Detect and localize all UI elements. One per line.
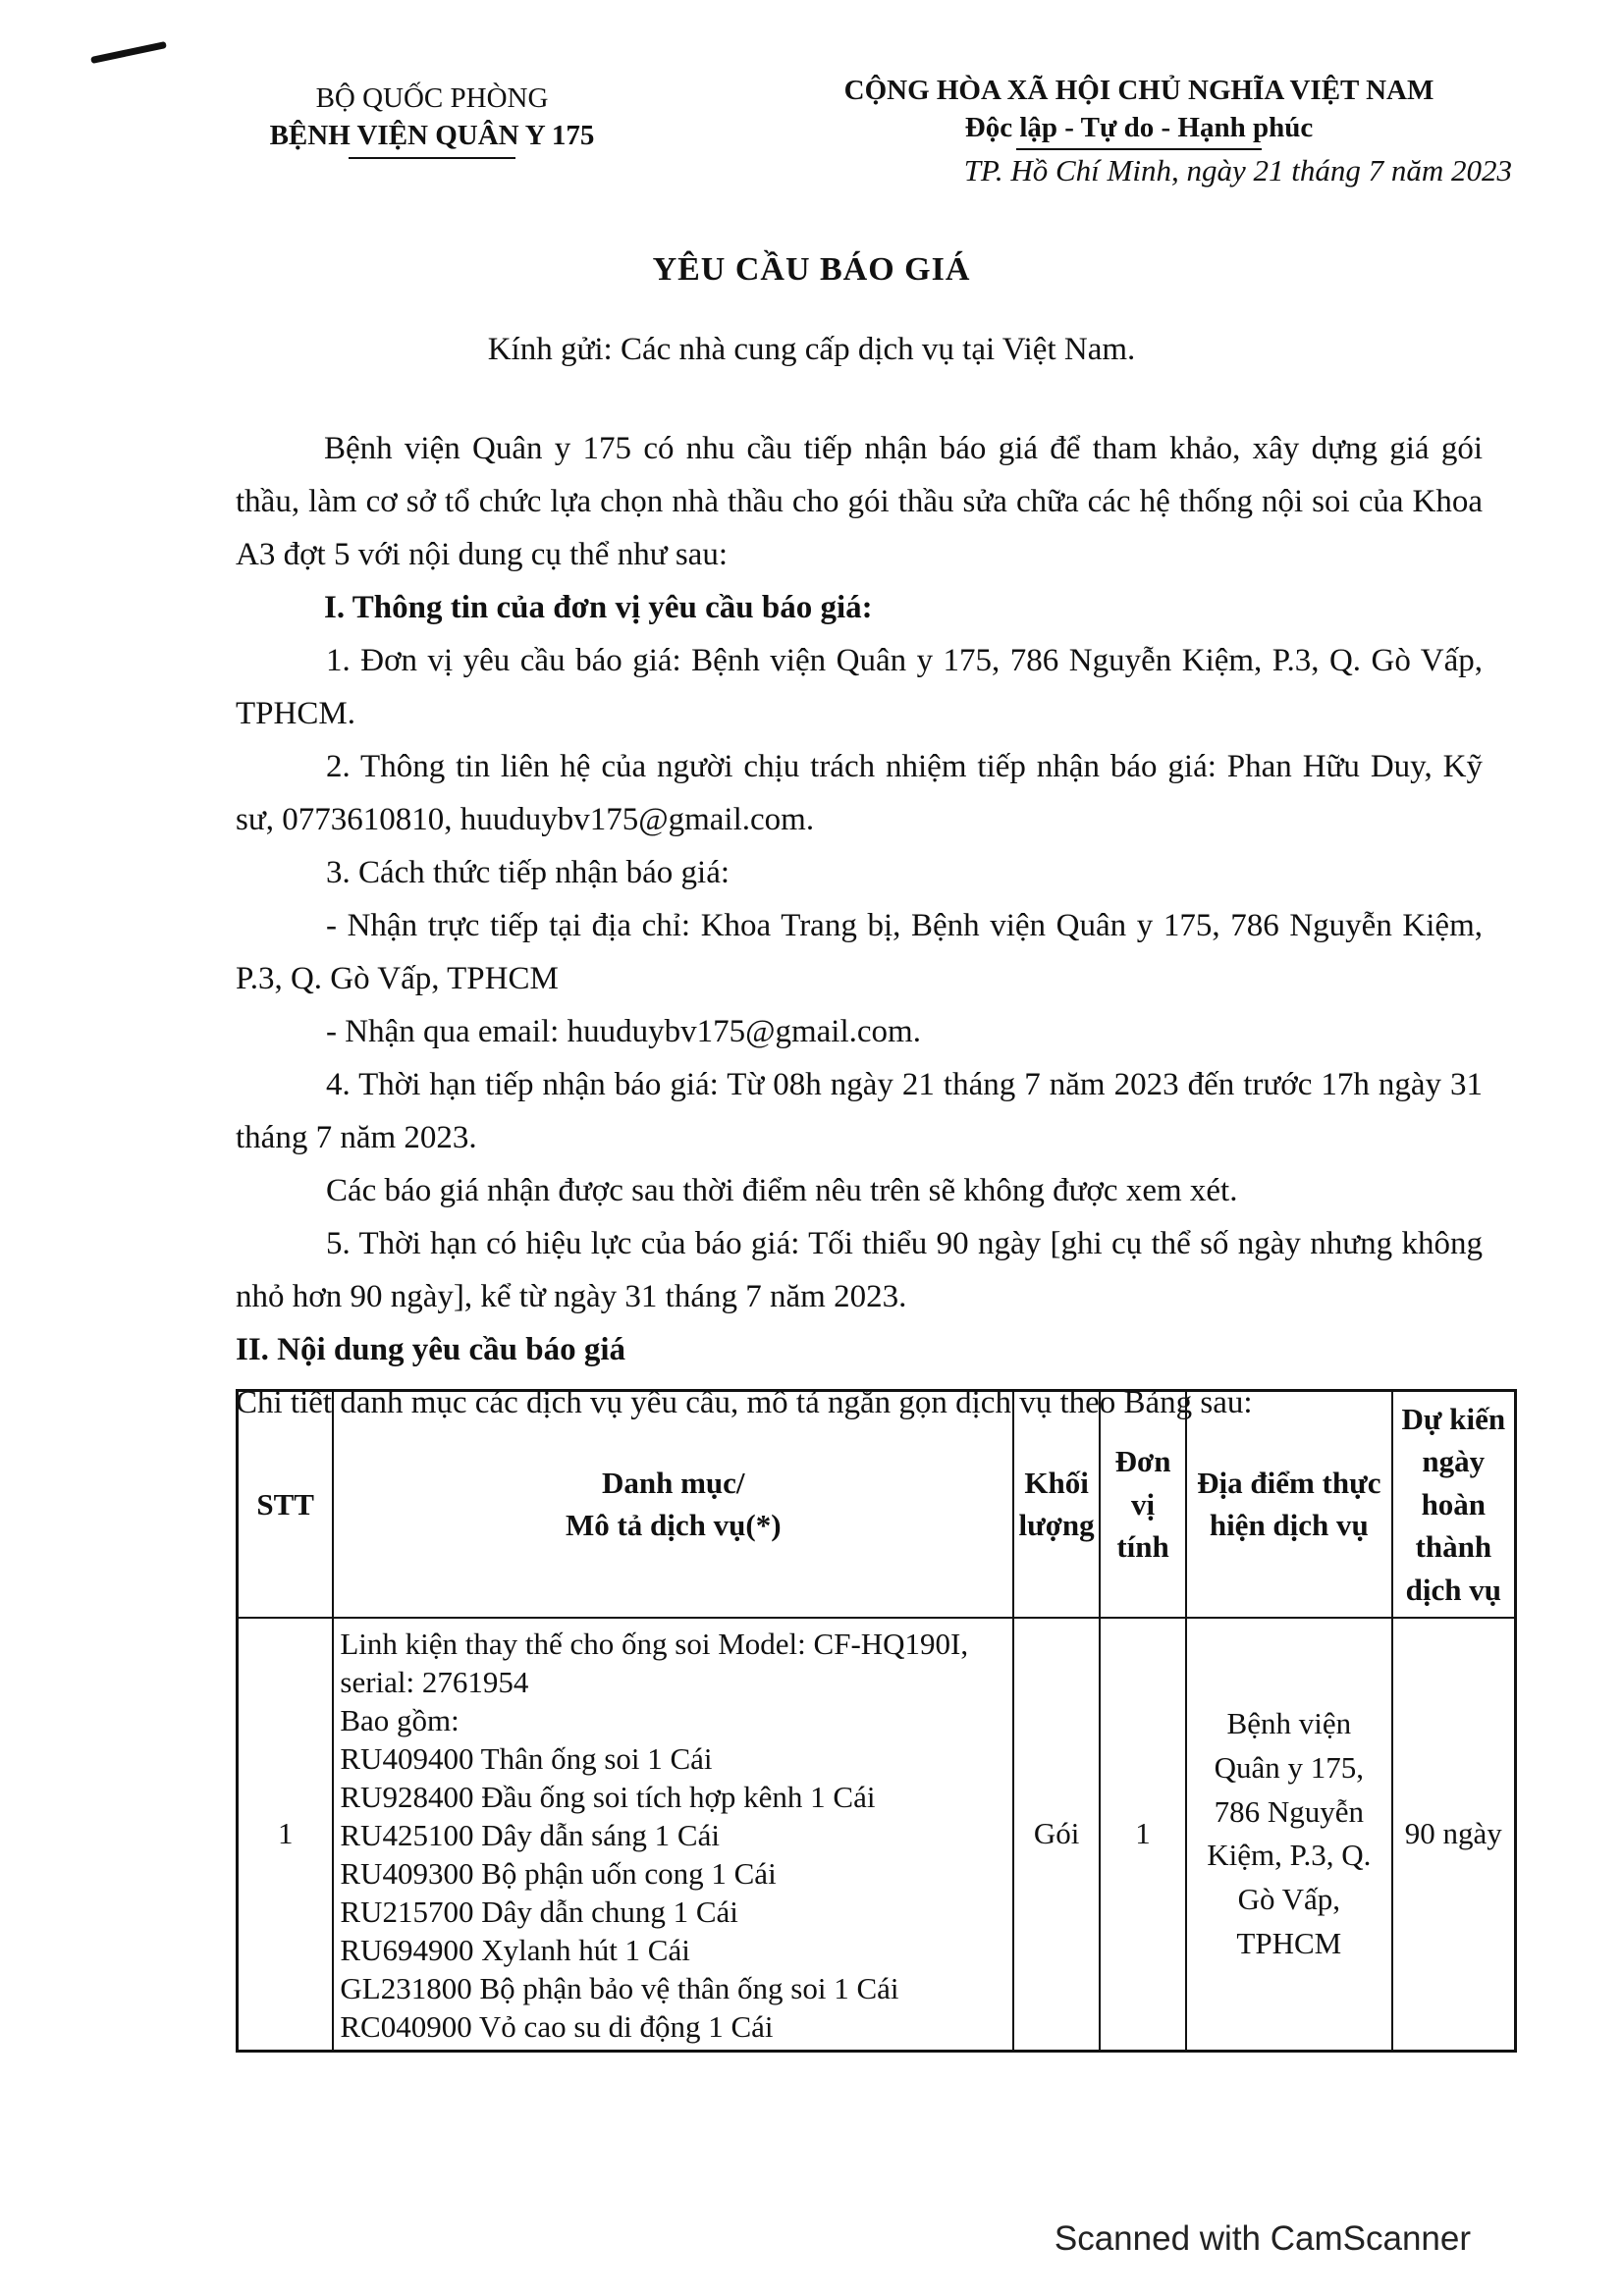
- header-left: [187, 80, 677, 159]
- section-2-heading: II. Nội dung yêu cầu báo giá: [236, 1332, 626, 1367]
- section-1-item-1: 1. Đơn vị yêu cầu báo giá: Bệnh viện Quân y 175, 786 Nguyễn Kiệm, P.3, Q. Gò Vấp, TPHCM.: [236, 643, 1483, 731]
- pen-mark: [90, 41, 167, 64]
- header-description-line2: Mô tả dịch vụ(*): [565, 1508, 782, 1543]
- service-table: [236, 1389, 1517, 2053]
- section-1-item-3: 3. Cách thức tiếp nhận báo giá:: [326, 855, 730, 890]
- ministry-name: BỘ QUỐC PHÒNG: [315, 82, 549, 114]
- header-duration: Dự kiến ngày hoàn thành dịch vụ: [1392, 1391, 1516, 1618]
- desc-line: RU409300 Bộ phận uốn cong 1 Cái: [340, 1855, 777, 1891]
- section-1-item-4: 4. Thời hạn tiếp nhận báo giá: Từ 08h ngày 21 tháng 7 năm 2023 đến trước 17h ngày 31 tháng 7 năm 2023.: [236, 1067, 1483, 1155]
- document-body: [236, 422, 1483, 1429]
- section-1-item-5: 5. Thời hạn có hiệu lực của báo giá: Tối thiểu 90 ngày [ghi cụ thể số ngày nhưng không nhỏ hơn 90 ngày], kể từ ngày 31 tháng 7 năm 2023.: [236, 1226, 1483, 1314]
- section-1-item-3b: - Nhận qua email: huuduybv175@gmail.com.: [326, 1014, 921, 1049]
- nation-name: CỘNG HÒA XÃ HỘI CHỦ NGHĨA VIỆT NAM: [843, 75, 1434, 106]
- header-location: Địa điểm thực hiện dịch vụ: [1186, 1391, 1392, 1618]
- national-motto: Độc lập - Tự do - Hạnh phúc: [964, 111, 1314, 143]
- header-description: [333, 1391, 1013, 1618]
- document-title: YÊU CẦU BÁO GIÁ: [652, 251, 971, 288]
- desc-line: RU425100 Dây dẫn sáng 1 Cái: [340, 1817, 720, 1852]
- recipient-line: Kính gửi: Các nhà cung cấp dịch vụ tại Việt Nam.: [487, 332, 1136, 367]
- row-location: Bệnh viện Quân y 175, 786 Nguyễn Kiệm, P.3, Q. Gò Vấp, TPHCM: [1186, 1618, 1392, 2052]
- header-left-underline: [349, 157, 515, 159]
- header-quantity: Khối lượng: [1013, 1391, 1100, 1618]
- table-row: [238, 1618, 1516, 2052]
- desc-line: Linh kiện thay thế cho ống soi Model: CF-HQ190I,: [340, 1626, 969, 1661]
- section-2-subtitle: Chi tiết danh mục các dịch vụ yêu cầu, mô tả ngắn gọn dịch vụ theo Bảng sau:: [236, 1385, 1253, 1420]
- hospital-name: BỆNH VIỆN QUÂN Y 175: [269, 119, 595, 151]
- desc-line: RU928400 Đầu ống soi tích hợp kênh 1 Cái: [340, 1779, 876, 1814]
- header-unit: Đơn vị tính: [1100, 1391, 1186, 1618]
- desc-line: serial: 2761954: [340, 1664, 529, 1699]
- table-header-row: [238, 1391, 1516, 1618]
- section-1-item-2: 2. Thông tin liên hệ của người chịu trách nhiệm tiếp nhận báo giá: Phan Hữu Duy, Kỹ sư, 0773610810, huuduybv175@gmail.com.: [236, 749, 1483, 837]
- desc-line: GL231800 Bộ phận bảo vệ thân ống soi 1 Cái: [340, 1970, 899, 2005]
- row-description: [333, 1618, 1013, 2052]
- row-unit: 1: [1100, 1618, 1186, 2052]
- row-stt: 1: [238, 1618, 334, 2052]
- desc-line: RU409400 Thân ống soi 1 Cái: [340, 1740, 713, 1776]
- section-1-heading: I. Thông tin của đơn vị yêu cầu báo giá:: [324, 590, 873, 625]
- header-right: [776, 73, 1502, 150]
- desc-line: RU694900 Xylanh hút 1 Cái: [340, 1932, 690, 1967]
- row-duration: 90 ngày: [1392, 1618, 1516, 2052]
- scanner-watermark: Scanned with CamScanner: [1054, 2219, 1471, 2258]
- desc-line: RC040900 Vỏ cao su di động 1 Cái: [340, 2008, 774, 2044]
- section-1-item-4-note: Các báo giá nhận được sau thời điểm nêu trên sẽ không được xem xét.: [326, 1173, 1238, 1208]
- row-quantity: Gói: [1013, 1618, 1100, 2052]
- document-date: TP. Hồ Chí Minh, ngày 21 tháng 7 năm 2023: [963, 153, 1512, 187]
- desc-line: RU215700 Dây dẫn chung 1 Cái: [340, 1894, 738, 1929]
- header-description-line1: Danh mục/: [601, 1466, 745, 1501]
- header-right-underline: [1016, 148, 1262, 150]
- header-stt: STT: [238, 1391, 334, 1618]
- desc-line: Bao gồm:: [340, 1702, 460, 1737]
- intro-paragraph: Bệnh viện Quân y 175 có nhu cầu tiếp nhận báo giá để tham khảo, xây dựng giá gói thầu, làm cơ sở tổ chức lựa chọn nhà thầu cho gói thầu sửa chữa các hệ thống nội soi của Khoa A3 đợt 5 với nội dung cụ thể như sau:: [236, 431, 1483, 572]
- section-1-item-3a: - Nhận trực tiếp tại địa chỉ: Khoa Trang bị, Bệnh viện Quân y 175, 786 Nguyễn Kiệm, P.3, Q. Gò Vấp, TPHCM: [236, 908, 1483, 996]
